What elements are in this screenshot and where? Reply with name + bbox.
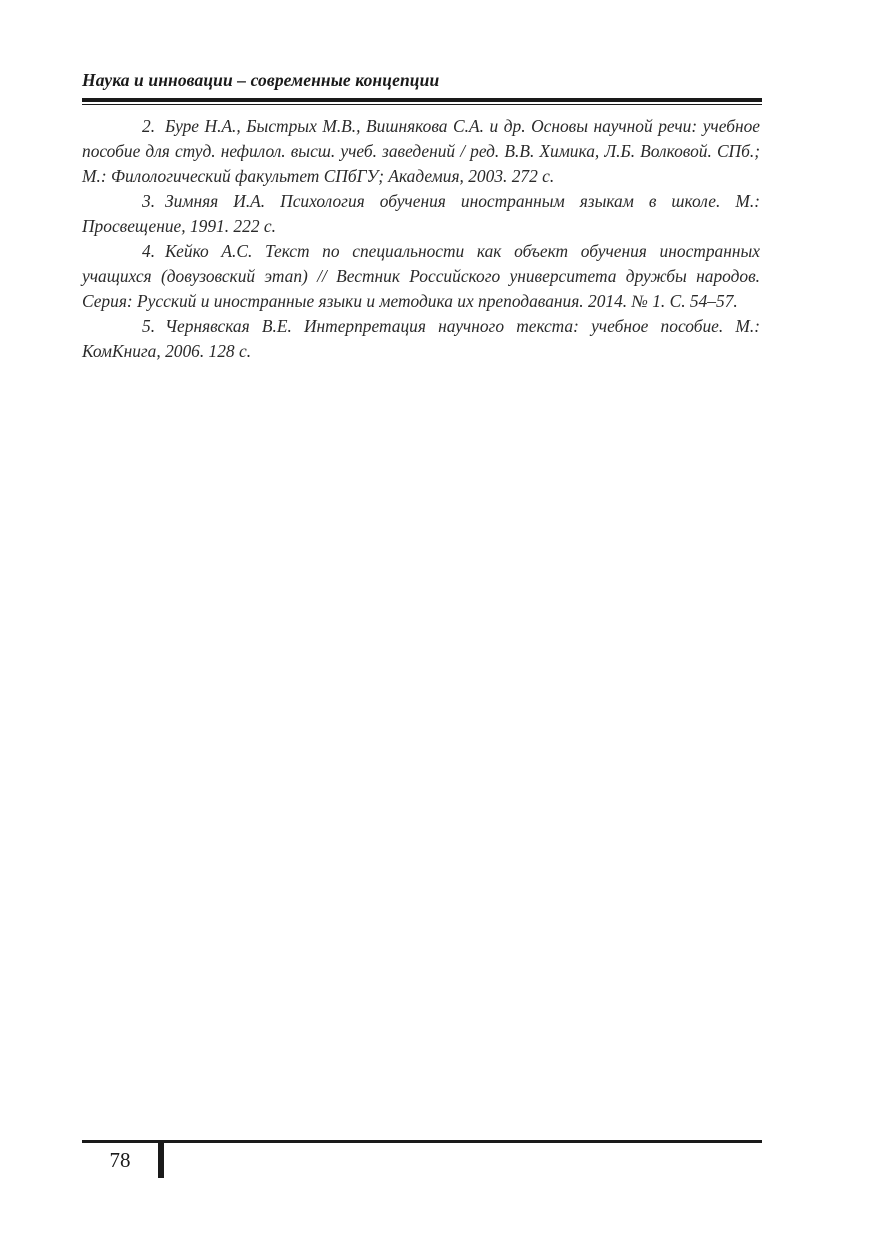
header-rule-thick [82,98,762,102]
reference-text: Кейко А.С. Текст по специальности как объект обучения иностранных учащихся (довузовский этап) // Вестник Российского университета дружбы народов. Серия: Русский и иностранные языки и методика их преподавания. 2014. № 1. С. 54–57. [82,241,760,311]
running-head: Наука и инновации – современные концепции [82,70,440,90]
reference-item [82,314,760,364]
footer-bar [158,1140,164,1178]
reference-list [82,114,760,364]
footer-rule [82,1140,762,1143]
page-number: 78 [109,1148,131,1172]
reference-item [82,114,760,189]
reference-text: Чернявская В.Е. Интерпретация научного текста: учебное пособие. М.: КомКнига, 2006. 128 с. [82,316,760,361]
reference-item [82,239,760,314]
reference-item [82,189,760,239]
header-rule-thin [82,104,762,105]
reference-text: Буре Н.А., Быстрых М.В., Вишнякова С.А. и др. Основы научной речи: учебное пособие для студ. нефилол. высш. учеб. заведений / ред. В.В. Химика, Л.Б. Волковой. СПб.; М.: Филологический факультет СПбГУ; Академия, 2003. 272 с. [82,116,760,186]
reference-text: Зимняя И.А. Психология обучения иностранным языкам в школе. М.: Просвещение, 1991. 222 с. [82,191,760,236]
reference-number: 2. [142,116,156,136]
reference-number: 3. [142,191,156,211]
reference-number: 4. [142,241,156,261]
reference-number: 5. [142,316,156,336]
